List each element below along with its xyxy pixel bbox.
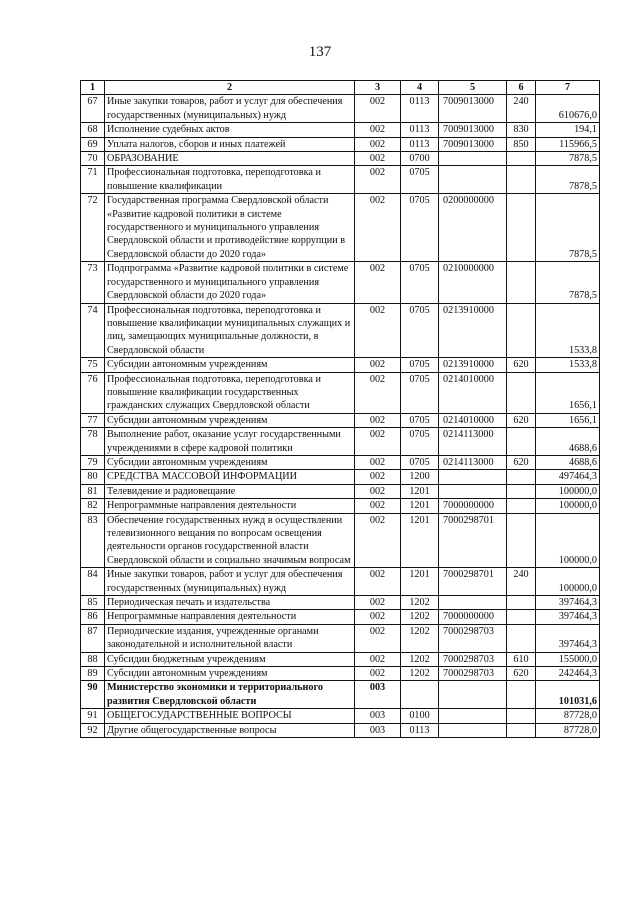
row-section-code: 1200 (401, 470, 439, 484)
row-sum: 1533,8 (536, 358, 600, 372)
row-admin-code: 002 (355, 166, 401, 194)
row-name: Непрограммные направления деятельности (105, 499, 355, 513)
row-target-code: 0213910000 (439, 303, 507, 358)
row-admin-code: 002 (355, 372, 401, 413)
table-body (81, 95, 600, 738)
row-admin-code: 003 (355, 723, 401, 737)
row-name: Исполнение судебных актов (105, 123, 355, 137)
row-section-code: 1202 (401, 610, 439, 624)
row-name: Профессиональная подготовка, переподготовка и повышение квалификации муниципальных служащих и лиц, замещающих муниципальные должности, в Свердловской области (105, 303, 355, 358)
table-row (81, 262, 600, 303)
table-row (81, 194, 600, 262)
row-number: 84 (81, 568, 105, 596)
row-section-code: 1202 (401, 652, 439, 666)
row-admin-code: 002 (355, 152, 401, 166)
row-expense-type (507, 723, 536, 737)
table-row (81, 513, 600, 568)
row-expense-type: 240 (507, 568, 536, 596)
row-sum: 1656,1 (536, 372, 600, 413)
row-expense-type: 620 (507, 413, 536, 427)
row-target-code: 0214010000 (439, 372, 507, 413)
row-expense-type (507, 262, 536, 303)
table-row (81, 428, 600, 456)
row-expense-type: 620 (507, 667, 536, 681)
row-target-code (439, 484, 507, 498)
row-expense-type (507, 428, 536, 456)
row-target-code: 7009013000 (439, 95, 507, 123)
table-row (81, 681, 600, 709)
row-name: ОБРАЗОВАНИЕ (105, 152, 355, 166)
row-admin-code: 002 (355, 652, 401, 666)
row-name: СРЕДСТВА МАССОВОЙ ИНФОРМАЦИИ (105, 470, 355, 484)
table-row (81, 709, 600, 723)
row-sum: 100000,0 (536, 568, 600, 596)
row-number: 81 (81, 484, 105, 498)
row-admin-code: 002 (355, 194, 401, 262)
row-section-code: 1202 (401, 624, 439, 652)
row-number: 70 (81, 152, 105, 166)
row-target-code: 0214113000 (439, 455, 507, 469)
row-sum: 4688,6 (536, 428, 600, 456)
page-number: 137 (308, 44, 332, 60)
table-row (81, 499, 600, 513)
row-sum: 100000,0 (536, 484, 600, 498)
row-target-code: 7000298703 (439, 652, 507, 666)
row-target-code: 0213910000 (439, 358, 507, 372)
row-number: 85 (81, 596, 105, 610)
row-admin-code: 002 (355, 303, 401, 358)
row-admin-code: 002 (355, 624, 401, 652)
row-expense-type: 240 (507, 95, 536, 123)
table-row (81, 624, 600, 652)
row-name: Непрограммные направления деятельности (105, 610, 355, 624)
row-admin-code: 002 (355, 358, 401, 372)
row-sum: 115966,5 (536, 137, 600, 151)
row-sum: 1533,8 (536, 303, 600, 358)
row-section-code (401, 681, 439, 709)
row-section-code: 0705 (401, 372, 439, 413)
row-name: Телевидение и радиовещание (105, 484, 355, 498)
row-admin-code: 002 (355, 95, 401, 123)
row-section-code: 0705 (401, 194, 439, 262)
row-number: 68 (81, 123, 105, 137)
row-target-code (439, 681, 507, 709)
row-section-code: 1202 (401, 596, 439, 610)
table-row (81, 455, 600, 469)
row-number: 86 (81, 610, 105, 624)
row-target-code (439, 152, 507, 166)
row-admin-code: 002 (355, 513, 401, 568)
row-sum: 100000,0 (536, 513, 600, 568)
row-section-code: 0705 (401, 428, 439, 456)
row-expense-type (507, 166, 536, 194)
row-sum: 100000,0 (536, 499, 600, 513)
row-expense-type (507, 194, 536, 262)
row-admin-code: 002 (355, 484, 401, 498)
row-name: Субсидии автономным учреждениям (105, 413, 355, 427)
row-section-code: 1201 (401, 513, 439, 568)
row-number: 76 (81, 372, 105, 413)
row-sum: 497464,3 (536, 470, 600, 484)
header-col-2: 2 (105, 81, 355, 95)
row-target-code: 7000298703 (439, 624, 507, 652)
row-sum: 1656,1 (536, 413, 600, 427)
row-sum: 101031,6 (536, 681, 600, 709)
table-row (81, 652, 600, 666)
row-sum: 87728,0 (536, 709, 600, 723)
row-name: Выполнение работ, оказание услуг государственными учреждениями в сфере кадровой политики (105, 428, 355, 456)
row-number: 92 (81, 723, 105, 737)
table-row (81, 152, 600, 166)
row-expense-type (507, 484, 536, 498)
row-target-code: 7000298703 (439, 667, 507, 681)
budget-table (80, 80, 600, 738)
row-expense-type (507, 596, 536, 610)
row-admin-code: 002 (355, 455, 401, 469)
row-name: Субсидии автономным учреждениям (105, 667, 355, 681)
row-name: Подпрограмма «Развитие кадровой политики в системе государственного и муниципального управления Свердловской области до 2020 года» (105, 262, 355, 303)
table-row (81, 610, 600, 624)
row-section-code: 0700 (401, 152, 439, 166)
header-col-7: 7 (536, 81, 600, 95)
row-admin-code: 002 (355, 610, 401, 624)
row-name: Профессиональная подготовка, переподготовка и повышение квалификации государственных гражданских служащих Свердловской области (105, 372, 355, 413)
row-sum: 194,1 (536, 123, 600, 137)
row-sum: 242464,3 (536, 667, 600, 681)
row-sum: 397464,3 (536, 610, 600, 624)
row-expense-type (507, 513, 536, 568)
table-row (81, 723, 600, 737)
row-section-code: 0705 (401, 358, 439, 372)
row-section-code: 0113 (401, 137, 439, 151)
row-expense-type (507, 681, 536, 709)
row-name: Иные закупки товаров, работ и услуг для обеспечения государственных (муниципальных) нужд (105, 95, 355, 123)
row-admin-code: 003 (355, 709, 401, 723)
row-sum: 7878,5 (536, 152, 600, 166)
row-sum: 155000,0 (536, 652, 600, 666)
row-number: 77 (81, 413, 105, 427)
header-col-3: 3 (355, 81, 401, 95)
table-row (81, 470, 600, 484)
row-target-code (439, 166, 507, 194)
row-section-code: 1201 (401, 499, 439, 513)
row-number: 74 (81, 303, 105, 358)
row-section-code: 0705 (401, 262, 439, 303)
row-admin-code: 002 (355, 137, 401, 151)
row-admin-code: 003 (355, 681, 401, 709)
row-expense-type (507, 610, 536, 624)
table-row (81, 568, 600, 596)
row-name: Уплата налогов, сборов и иных платежей (105, 137, 355, 151)
row-number: 88 (81, 652, 105, 666)
row-target-code: 0214113000 (439, 428, 507, 456)
row-admin-code: 002 (355, 667, 401, 681)
row-number: 73 (81, 262, 105, 303)
table-header-row (81, 81, 600, 95)
row-name: Субсидии бюджетным учреждениям (105, 652, 355, 666)
table-row (81, 413, 600, 427)
row-sum: 7878,5 (536, 166, 600, 194)
row-target-code: 0214010000 (439, 413, 507, 427)
row-number: 89 (81, 667, 105, 681)
row-admin-code: 002 (355, 428, 401, 456)
row-admin-code: 002 (355, 262, 401, 303)
row-number: 67 (81, 95, 105, 123)
row-target-code: 7009013000 (439, 137, 507, 151)
row-number: 72 (81, 194, 105, 262)
row-target-code: 0210000000 (439, 262, 507, 303)
row-name: Государственная программа Свердловской области «Развитие кадровой политики в системе государственного и муниципального управления Свердловской области и противодействие коррупции в Свердловской области до 2020 года» (105, 194, 355, 262)
row-name: Периодическая печать и издательства (105, 596, 355, 610)
row-number: 82 (81, 499, 105, 513)
row-name: Периодические издания, учрежденные органами законодательной и исполнительной власти (105, 624, 355, 652)
header-col-4: 4 (401, 81, 439, 95)
row-admin-code: 002 (355, 123, 401, 137)
row-target-code: 0200000000 (439, 194, 507, 262)
row-name: Субсидии автономным учреждениям (105, 358, 355, 372)
row-target-code: 7000298701 (439, 513, 507, 568)
table-row (81, 596, 600, 610)
row-expense-type: 620 (507, 358, 536, 372)
row-number: 71 (81, 166, 105, 194)
table-row (81, 667, 600, 681)
row-target-code: 7000298701 (439, 568, 507, 596)
row-target-code (439, 596, 507, 610)
table-row (81, 484, 600, 498)
row-number: 69 (81, 137, 105, 151)
row-section-code: 1201 (401, 484, 439, 498)
table-row (81, 372, 600, 413)
row-name: Обеспечение государственных нужд в осуществлении телевизионного вещания по вопросам освещения деятельности органов государственной власти Свердловской области и социально значимым вопросам (105, 513, 355, 568)
row-admin-code: 002 (355, 470, 401, 484)
row-target-code: 7009013000 (439, 123, 507, 137)
table-row (81, 137, 600, 151)
row-sum: 7878,5 (536, 262, 600, 303)
row-admin-code: 002 (355, 568, 401, 596)
row-section-code: 1202 (401, 667, 439, 681)
row-number: 83 (81, 513, 105, 568)
row-expense-type (507, 499, 536, 513)
row-section-code: 0705 (401, 455, 439, 469)
row-sum: 610676,0 (536, 95, 600, 123)
row-number: 79 (81, 455, 105, 469)
row-name: Профессиональная подготовка, переподготовка и повышение квалификации (105, 166, 355, 194)
row-target-code (439, 723, 507, 737)
row-section-code: 0113 (401, 123, 439, 137)
row-expense-type: 830 (507, 123, 536, 137)
row-admin-code: 002 (355, 596, 401, 610)
row-expense-type (507, 470, 536, 484)
row-number: 90 (81, 681, 105, 709)
row-name: Иные закупки товаров, работ и услуг для обеспечения государственных (муниципальных) нужд (105, 568, 355, 596)
row-expense-type: 610 (507, 652, 536, 666)
table-row (81, 123, 600, 137)
table-row (81, 166, 600, 194)
row-number: 75 (81, 358, 105, 372)
header-col-5: 5 (439, 81, 507, 95)
row-expense-type (507, 372, 536, 413)
row-number: 91 (81, 709, 105, 723)
row-name: Субсидии автономным учреждениям (105, 455, 355, 469)
row-admin-code: 002 (355, 499, 401, 513)
row-section-code: 0705 (401, 413, 439, 427)
row-sum: 7878,5 (536, 194, 600, 262)
row-sum: 4688,6 (536, 455, 600, 469)
row-section-code: 0113 (401, 723, 439, 737)
row-expense-type (507, 624, 536, 652)
table-row (81, 303, 600, 358)
row-number: 87 (81, 624, 105, 652)
row-target-code (439, 470, 507, 484)
row-expense-type: 620 (507, 455, 536, 469)
row-section-code: 0113 (401, 95, 439, 123)
row-expense-type: 850 (507, 137, 536, 151)
row-number: 78 (81, 428, 105, 456)
row-number: 80 (81, 470, 105, 484)
table-row (81, 358, 600, 372)
row-expense-type (507, 303, 536, 358)
row-target-code: 7000000000 (439, 499, 507, 513)
table-row (81, 95, 600, 123)
row-section-code: 1201 (401, 568, 439, 596)
row-sum: 397464,3 (536, 596, 600, 610)
header-col-1: 1 (81, 81, 105, 95)
row-admin-code: 002 (355, 413, 401, 427)
row-expense-type (507, 709, 536, 723)
header-col-6: 6 (507, 81, 536, 95)
row-name: ОБЩЕГОСУДАРСТВЕННЫЕ ВОПРОСЫ (105, 709, 355, 723)
row-sum: 87728,0 (536, 723, 600, 737)
row-name: Другие общегосударственные вопросы (105, 723, 355, 737)
row-target-code (439, 709, 507, 723)
row-name: Министерство экономики и территориального развития Свердловской области (105, 681, 355, 709)
row-section-code: 0100 (401, 709, 439, 723)
row-section-code: 0705 (401, 303, 439, 358)
row-section-code: 0705 (401, 166, 439, 194)
row-sum: 397464,3 (536, 624, 600, 652)
row-target-code: 7000000000 (439, 610, 507, 624)
row-expense-type (507, 152, 536, 166)
